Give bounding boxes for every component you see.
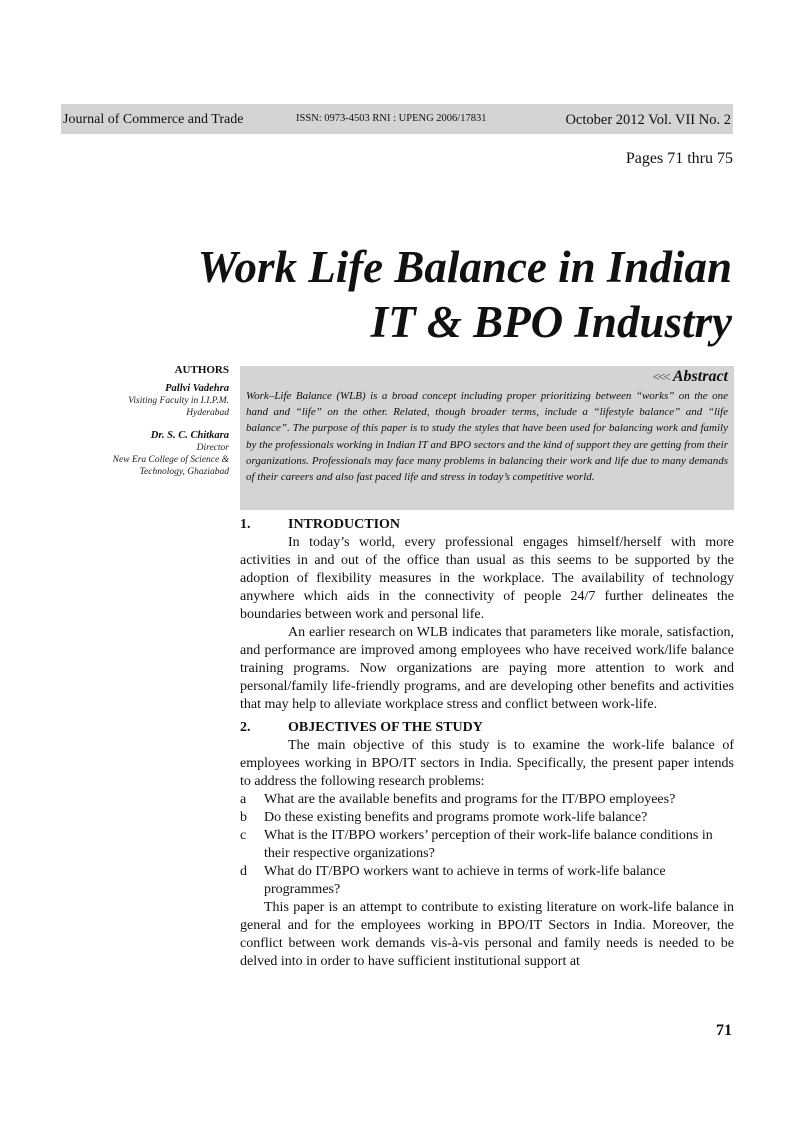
author-affiliation: Visiting Faculty in I.I.P.M. — [128, 396, 229, 406]
author-affiliation: New Era College of Science & — [112, 455, 229, 465]
article-title-line-2: IT & BPO Industry — [370, 297, 732, 347]
list-text: What is the IT/BPO workers’ perception of their work-life balance conditions in their respective organizations? — [264, 828, 713, 861]
article-title-line-1: Work Life Balance in Indian — [197, 242, 732, 292]
journal-name: Journal of Commerce and Trade — [63, 112, 244, 127]
section-heading — [240, 516, 734, 534]
author-affiliation: Director — [196, 443, 229, 453]
section-title: INTRODUCTION — [288, 517, 401, 532]
list-item — [240, 827, 734, 863]
issn-rni: ISSN: 0973-4503 RNI : UPENG 2006/17831 — [296, 113, 487, 124]
paragraph: The main objective of this study is to examine the work-life balance of employees working in BPO/IT sectors in India. Specifically, the present paper intends to address the following research problems: — [240, 738, 734, 789]
article-body — [240, 516, 734, 971]
list-item — [240, 863, 734, 899]
authors-block — [60, 364, 229, 478]
abstract-box — [240, 366, 734, 510]
section-title: OBJECTIVES OF THE STUDY — [288, 720, 483, 735]
page-range: Pages 71 thru 75 — [625, 150, 733, 167]
abstract-text: Work–Life Balance (WLB) is a broad concept including proper prioritizing between “works” on the one hand and “life” on the other. Related, though broader terms, include a “lifestyle balance” and “life balance”. The purpose of this paper is to study the styles that have been used for balancing work and family by the professionals working in Indian IT and BPO sectors and the kind of support they are getting from their organizations. Professionals may face many problems in balancing their work and life due to many demands of their careers and also fast paced life and stress in today’s competitive world. — [246, 390, 728, 484]
list-item — [240, 809, 734, 827]
author-affiliation: Hyderabad — [186, 408, 229, 418]
abstract-title: Abstract — [672, 368, 728, 385]
list-label: a — [240, 792, 247, 807]
paragraph: This paper is an attempt to contribute to existing literature on work-life balance in general and for the employees working in BPO/IT Sectors in India. Moreover, the conflict between work demands vis-à-vis personal and family needs is needed to be delved into in order to have sufficient institutional support at — [240, 900, 734, 969]
paragraph: In today’s world, every professional engages himself/herself with more activities in and out of the office than usual as this seems to be supported by the adoption of flexibility measures in the workplace. The availability of technology anywhere which aids in the connectivity of people 24/7 further delineates the boundaries between work and personal life. — [240, 535, 734, 622]
section-heading — [240, 719, 734, 737]
paragraph: An earlier research on WLB indicates that parameters like morale, satisfaction, and performance are improved among employees who have received work/life balance training programs. Now organizations are paying more attention to work and personal/family life-friendly programs, and are developing other benefits and activities that may help to alleviate workplace stress and conflict between work-life. — [240, 625, 734, 712]
abstract-heading — [653, 368, 728, 386]
list-item — [240, 791, 734, 809]
section-number: 2. — [240, 720, 251, 735]
section-number: 1. — [240, 517, 251, 532]
journal-header — [61, 104, 733, 134]
list-text: What do IT/BPO workers want to achieve in terms of work-life balance programmes? — [264, 864, 666, 897]
list-label: c — [240, 828, 247, 843]
list-text: What are the available benefits and programs for the IT/BPO employees? — [264, 792, 676, 807]
triple-chevron-left-icon: <<< — [652, 369, 669, 384]
list-text: Do these existing benefits and programs promote work-life balance? — [264, 810, 648, 825]
author-name: Dr. S. C. Chitkara — [150, 430, 229, 441]
author-affiliation: Technology, Ghaziabad — [139, 467, 229, 477]
page-number: 71 — [716, 1022, 732, 1039]
list-label: d — [240, 864, 247, 879]
author-name: Pallvi Vadehra — [165, 383, 229, 394]
list-label: b — [240, 810, 247, 825]
authors-heading: AUTHORS — [174, 364, 229, 376]
issue-info: October 2012 Vol. VII No. 2 — [565, 112, 731, 128]
